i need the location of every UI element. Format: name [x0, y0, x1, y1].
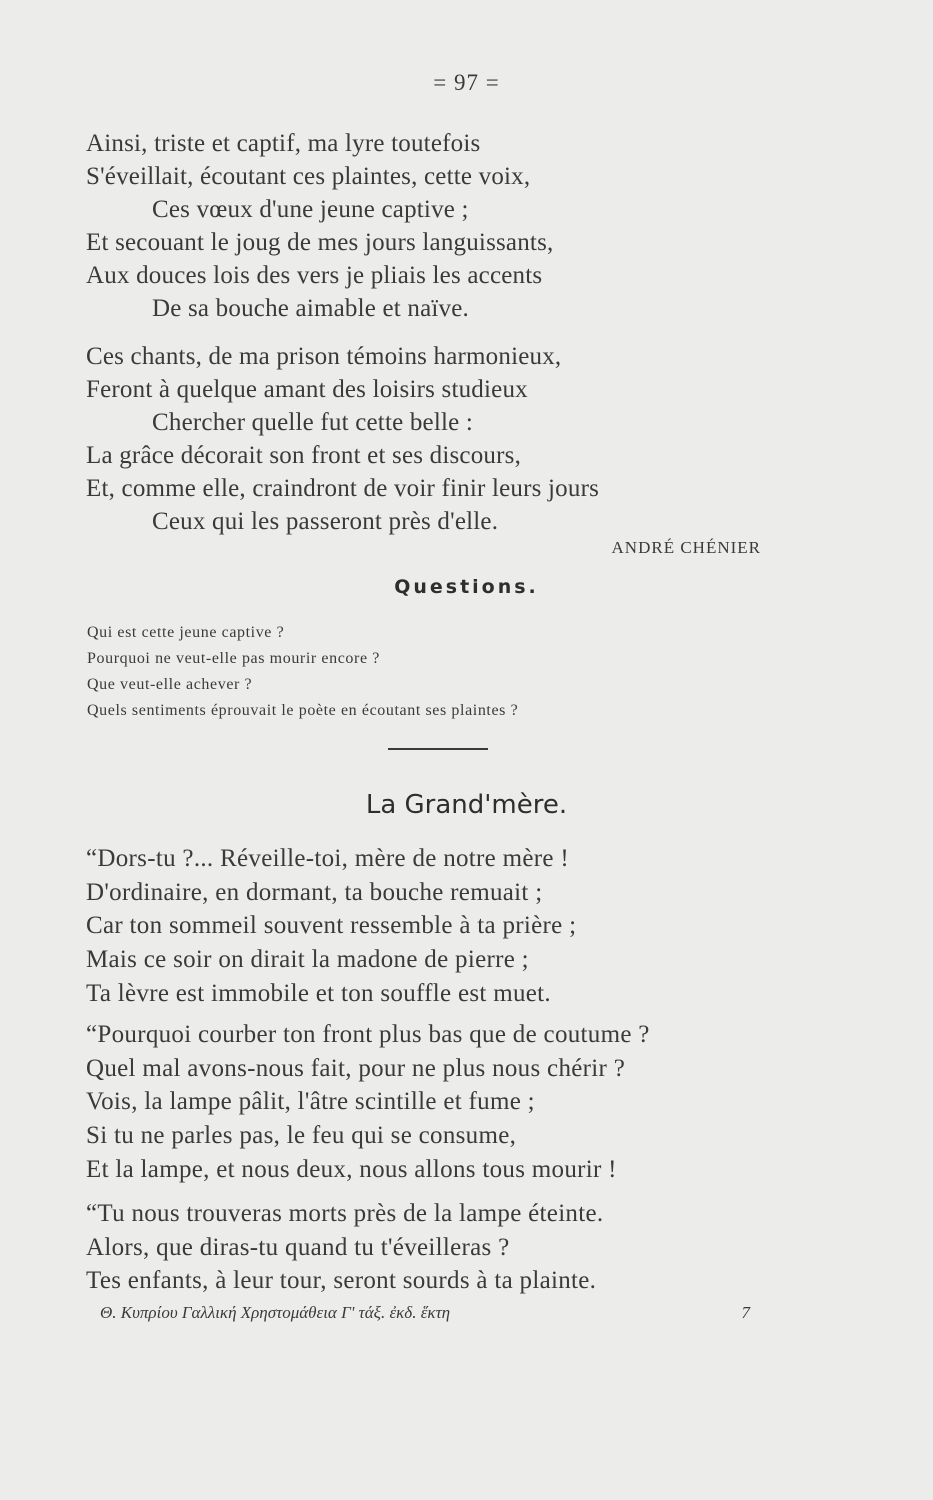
- verse-line: D'ordinaire, en dormant, ta bouche remuait ;: [86, 878, 543, 906]
- verse-line: Ainsi, triste et captif, ma lyre toutefois: [86, 130, 481, 157]
- verse-line: Feront à quelque amant des loisirs studieux: [86, 376, 528, 403]
- question-item: Pourquoi ne veut-elle pas mourir encore ?: [87, 650, 380, 667]
- verse-line: Si tu ne parles pas, le feu qui se consume,: [86, 1122, 517, 1150]
- verse-line: Mais ce soir on dirait la madone de pierre ;: [86, 946, 529, 974]
- verse-line: Vois, la lampe pâlit, l'âtre scintille et fume ;: [86, 1088, 535, 1116]
- footer-book-reference: Θ. Κυπρίου Γαλλική Χρηστομάθεια Γ' τάξ. ἐκδ. ἕκτη: [100, 1303, 451, 1322]
- verse-line: Et la lampe, et nous deux, nous allons tous mourir !: [86, 1155, 617, 1183]
- verse-line: “Dors-tu ?... Réveille-toi, mère de notre mère !: [86, 845, 569, 872]
- verse-line: Ceux qui les passeront près d'elle.: [152, 508, 499, 535]
- author-signature: ANDRÉ CHÉNIER: [611, 538, 761, 557]
- poem1-stanza-1: [86, 127, 553, 325]
- question-item: Quels sentiments éprouvait le poète en écoutant ses plaintes ?: [87, 702, 519, 719]
- verse-line: Ta lèvre est immobile et ton souffle est muet.: [86, 979, 551, 1007]
- verse-line: Et, comme elle, craindront de voir finir leurs jours: [86, 475, 600, 502]
- section-divider: [388, 748, 488, 750]
- verse-line: Car ton sommeil souvent ressemble à ta prière ;: [86, 912, 577, 940]
- poem1-stanza-2: [86, 340, 599, 538]
- questions-heading: Questions.: [394, 576, 539, 598]
- verse-line: Alors, que diras-tu quand tu t'éveilleras ?: [86, 1233, 510, 1261]
- verse-line: Aux douces lois des vers je pliais les accents: [86, 262, 543, 289]
- verse-line: Tes enfants, à leur tour, seront sourds à ta plainte.: [86, 1267, 597, 1295]
- verse-line: Et secouant le joug de mes jours languissants,: [86, 229, 554, 256]
- verse-line: De sa bouche aimable et naïve.: [152, 295, 469, 322]
- questions-list: [87, 620, 518, 724]
- verse-line: “Tu nous trouveras morts près de la lampe éteinte.: [86, 1200, 604, 1227]
- sheet-signature-number: 7: [741, 1303, 750, 1322]
- verse-line: “Pourquoi courber ton front plus bas que de coutume ?: [86, 1021, 650, 1048]
- page-footer: [100, 1303, 750, 1323]
- question-item: Qui est cette jeune captive ?: [87, 624, 285, 641]
- verse-line: Ces vœux d'une jeune captive ;: [152, 196, 469, 223]
- poem-title: La Grand'mère.: [365, 790, 568, 820]
- poem2-stanza-1: [86, 842, 576, 1011]
- verse-line: Chercher quelle fut cette belle :: [152, 409, 474, 436]
- poem2-stanza-2: [86, 1018, 650, 1187]
- poem2-stanza-3: [86, 1197, 603, 1298]
- verse-line: La grâce décorait son front et ses discours,: [86, 442, 522, 469]
- verse-line: Quel mal avons-nous fait, pour ne plus nous chérir ?: [86, 1054, 626, 1082]
- question-item: Que veut-elle achever ?: [87, 676, 253, 693]
- page-number: = 97 =: [433, 70, 500, 95]
- verse-line: S'éveillait, écoutant ces plaintes, cette voix,: [86, 163, 531, 190]
- verse-line: Ces chants, de ma prison témoins harmonieux,: [86, 343, 562, 370]
